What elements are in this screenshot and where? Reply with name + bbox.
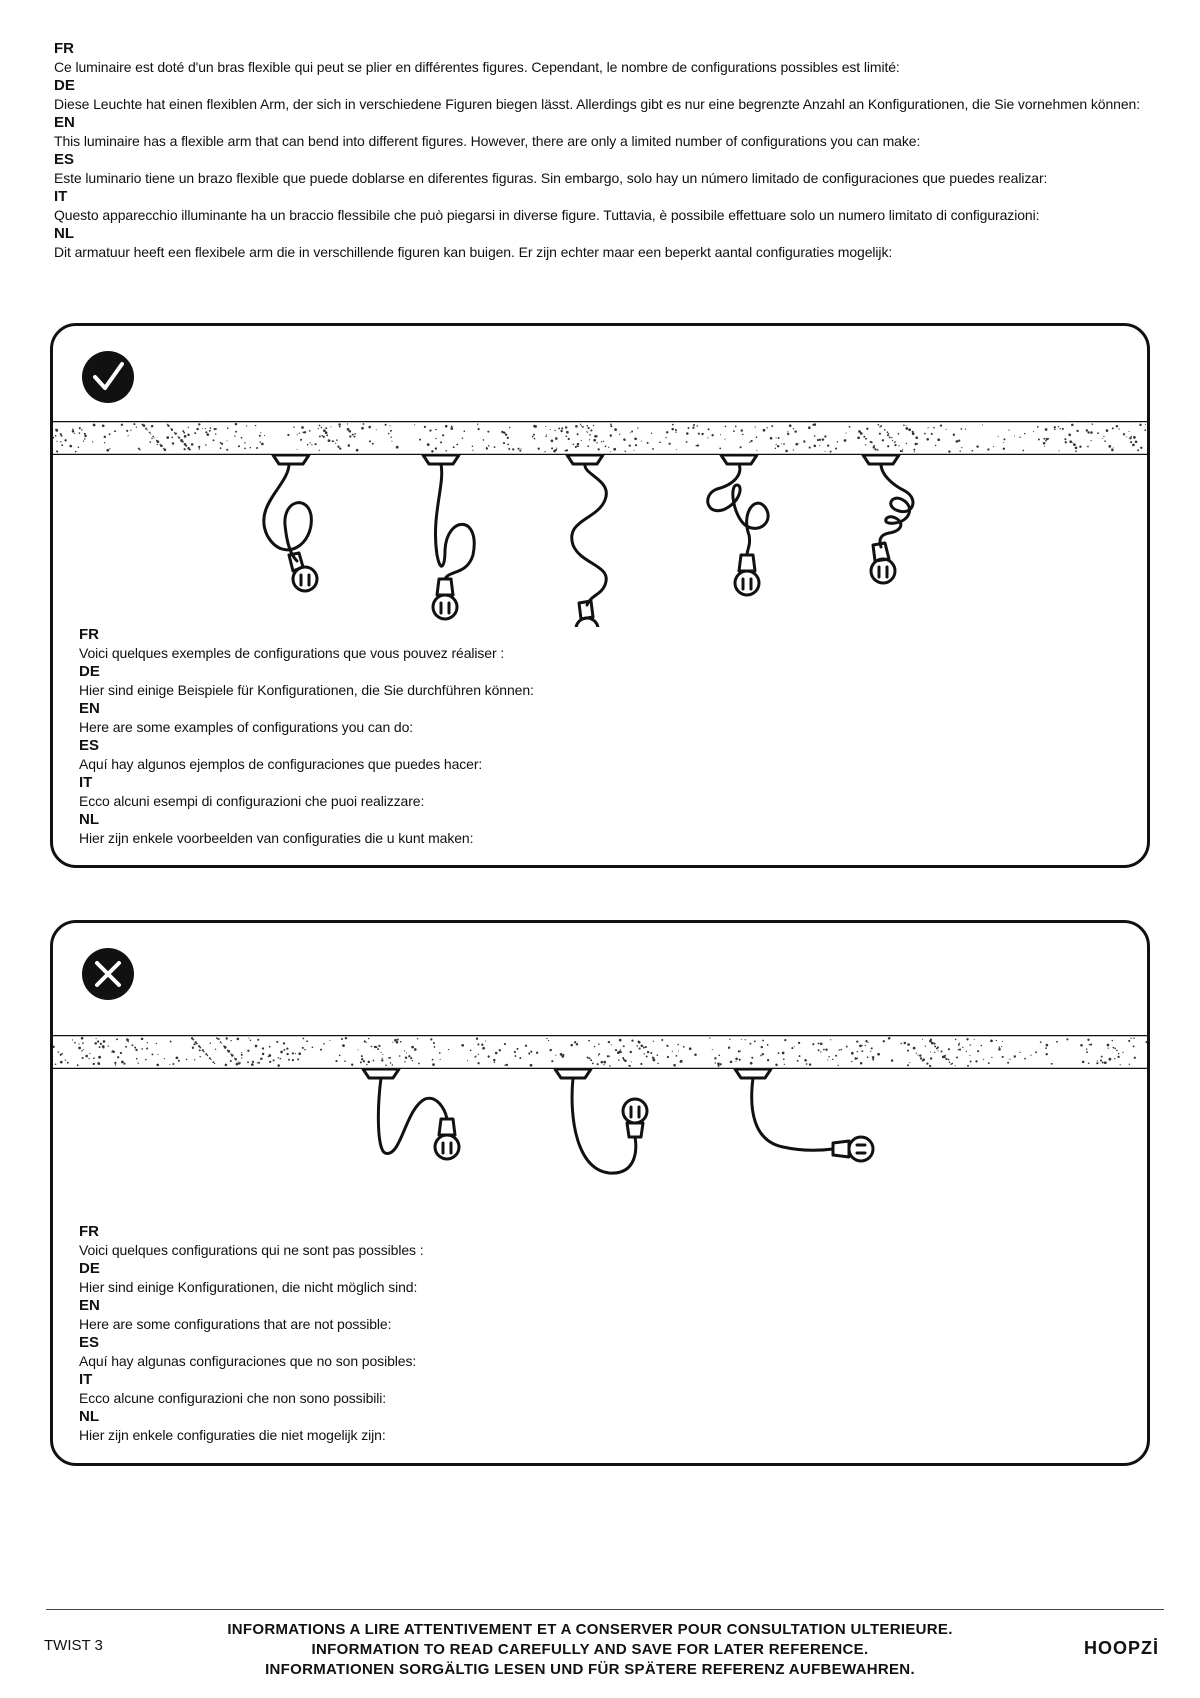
intro-nl [54,225,1174,262]
intro-en [54,114,1174,151]
not-allowed-text [79,1223,424,1445]
ceiling-illustration [53,1035,1147,1069]
lamp-loop-1 [264,455,317,591]
lang-text: Diese Leuchte hat einen flexiblen Arm, der sich in verschiedene Figuren biegen lässt. Allerdings gibt es nur eine begrenzte Anzahl an Konfigurationen, die Sie vornehmen können: [54,96,1140,112]
lang-code: DE [79,1260,100,1277]
lang-code: ES [79,737,100,754]
lang-code: DE [79,663,100,680]
lang-code: EN [54,114,75,131]
lang-code: NL [79,1408,99,1425]
intro-it [54,188,1174,225]
footer-notice [190,1620,990,1680]
lang-text: Este luminario tiene un brazo flexible que puede doblarse en diferentes figuras. Sin embargo, solo hay un número limitado de configuraciones que puedes realizar: [54,170,1048,186]
lang-code: DE [54,77,75,94]
notice-line: INFORMATION TO READ CAREFULLY AND SAVE FOR LATER REFERENCE. [311,1641,869,1658]
intro-es [54,151,1174,188]
lang-code: EN [79,1297,100,1314]
lang-text: Here are some examples of configurations you can do: [79,719,414,735]
lang-text: Hier zijn enkele voorbeelden van configuraties die u kunt maken: [79,830,474,846]
lang-text: Questo apparecchio illuminante ha un braccio flessibile che può piegarsi in diverse figure. Tuttavia, è possibile effettuare solo un numero limitato di configurazioni: [54,207,1040,223]
lang-code: IT [54,188,68,205]
lang-text: Hier zijn enkele configuraties die niet mogelijk zijn: [79,1427,386,1443]
lang-text: Voici quelques configurations qui ne sont pas possibles : [79,1242,424,1258]
lang-text: Ce luminaire est doté d'un bras flexible qui peut se plier en différentes figures. Cependant, le nombre de configurations possibles est limité: [54,59,900,75]
cross-icon [81,947,135,1001]
brand-logo: HOOPZİ [1084,1638,1160,1658]
check-icon [81,350,135,404]
lamp-loop-2 [423,455,474,619]
not-allowed-lamps-illustration [53,1069,1147,1189]
lang-code: ES [79,1334,100,1351]
lamp-double-loop [708,455,768,595]
lamp-wave [567,455,606,627]
intro-de [54,77,1174,114]
lang-text: Ecco alcune configurazioni che non sono possibili: [79,1390,387,1406]
lamp-horizontal [735,1069,873,1161]
lang-code: FR [79,626,99,643]
lang-text: Aquí hay algunas configuraciones que no son posibles: [79,1353,417,1369]
lang-code: IT [79,774,93,791]
lang-text: Here are some configurations that are not possible: [79,1316,392,1332]
lang-text: Aquí hay algunos ejemplos de configuraciones que puedes hacer: [79,756,483,772]
lang-text: Hier sind einige Beispiele für Konfigurationen, die Sie durchführen können: [79,682,534,698]
lang-code: ES [54,151,75,168]
allowed-lamps-illustration [53,455,1147,627]
lang-code: FR [54,40,74,57]
ceiling-illustration [53,421,1147,455]
notice-line: INFORMATIONS A LIRE ATTENTIVEMENT ET A CONSERVER POUR CONSULTATION ULTERIEURE. [227,1621,953,1638]
lang-code: NL [54,225,74,242]
allowed-configurations-panel [50,323,1150,868]
lang-text: Voici quelques exemples de configurations que vous pouvez réaliser : [79,645,505,661]
notice-line: INFORMATIONEN SORGÄLTIG LESEN UND FÜR SPÄTERE REFERENZ AUFBEWAHREN. [265,1661,915,1678]
allowed-text [79,626,534,848]
lamp-upward-hook [363,1069,459,1159]
lang-code: EN [79,700,100,717]
lang-code: NL [79,811,99,828]
lamp-coil [863,455,913,583]
lang-code: IT [79,1371,93,1388]
lang-text: Hier sind einige Konfigurationen, die nicht möglich sind: [79,1279,418,1295]
not-allowed-configurations-panel [50,920,1150,1466]
lamp-u-shape [555,1069,647,1173]
lang-text: Dit armatuur heeft een flexibele arm die in verschillende figuren kan buigen. Er zijn echter maar een beperkt aantal configuraties mogelijk: [54,244,893,260]
intro-text [54,40,1174,262]
footer-divider [46,1609,1164,1610]
lang-text: Ecco alcuni esempi di configurazioni che puoi realizzare: [79,793,425,809]
lang-code: FR [79,1223,99,1240]
intro-fr [54,40,1174,77]
model-name: TWIST 3 [44,1637,103,1654]
lang-text: This luminaire has a flexible arm that can bend into different figures. However, there are only a limited number of configurations you can make: [54,133,921,149]
